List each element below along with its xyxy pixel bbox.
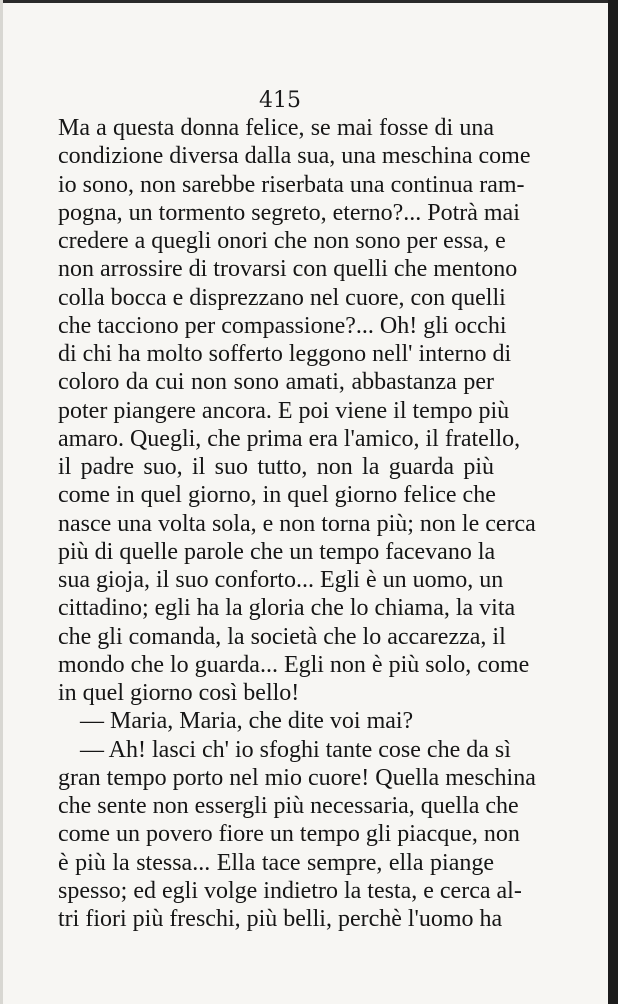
- text-line: il padre suo, il suo tutto, non la guarda più: [58, 454, 494, 480]
- text-line: come un povero fiore un tempo gli piacque, non: [58, 821, 520, 848]
- text-line: è più la stessa... Ella tace sempre, ella piange: [58, 849, 494, 876]
- text-line: mondo che lo guarda... Egli non è più solo, come: [58, 651, 530, 678]
- text-line: non arrossire di trovarsi con quelli che mentono: [58, 256, 518, 283]
- text-line: coloro da cui non sono amati, abbastanza per: [58, 369, 494, 396]
- text-line: come in quel giorno, in quel giorno felice che: [58, 482, 496, 509]
- scan-edge-left: [0, 0, 3, 1004]
- dialogue-line: — Ah! lasci ch' io sfoghi tante cose che da sì: [80, 736, 511, 763]
- text-line: io sono, non sarebbe riserbata una continua ram-: [58, 171, 525, 198]
- text-line: poter piangere ancora. E poi viene il tempo più: [58, 397, 510, 424]
- text-line: spesso; ed egli volge indietro la testa, e cerca al-: [58, 877, 522, 904]
- paragraph-end-line: in quel giorno così bello!: [58, 680, 300, 706]
- text-line: che tacciono per compassione?... Oh! gli occhi: [58, 312, 507, 339]
- text-line: credere a quegli onori che non sono per essa, e: [58, 228, 506, 254]
- text-line: Ma a questa donna felice, se mai fosse di una: [58, 115, 494, 141]
- text-line: gran tempo porto nel mio cuore! Quella meschina: [58, 764, 536, 791]
- text-line: condizione diversa dalla sua, una meschina come: [58, 143, 531, 170]
- text-line: amaro. Quegli, che prima era l'amico, il fratello,: [58, 425, 521, 452]
- scan-edge-top: [0, 0, 618, 3]
- text-line: di chi ha molto sofferto leggono nell' interno di: [58, 341, 512, 367]
- body-text: [58, 114, 536, 933]
- text-line: tri fiori più freschi, più belli, perchè l'uomo ha: [58, 906, 503, 932]
- text-line: che sente non essergli più necessaria, quella che: [58, 793, 519, 819]
- scan-edge-right: [608, 0, 618, 1004]
- text-line: più di quelle parole che un tempo facevano la: [58, 538, 496, 565]
- text-line: pogna, un tormento segreto, eterno?... Potrà mai: [58, 199, 520, 226]
- text-line: nasce una volta sola, e non torna più; non le cerca: [58, 510, 536, 537]
- text-line: sua gioja, il suo conforto... Egli è un uomo, un: [58, 567, 504, 593]
- text-line: cittadino; egli ha la gloria che lo chiama, la vita: [58, 595, 516, 622]
- dialogue-line: — Maria, Maria, che dite voi mai?: [80, 708, 414, 735]
- page-number: 415: [259, 88, 301, 113]
- text-line: colla bocca e disprezzano nel cuore, con quelli: [58, 284, 506, 311]
- text-line: che gli comanda, la società che lo accarezza, il: [58, 623, 506, 650]
